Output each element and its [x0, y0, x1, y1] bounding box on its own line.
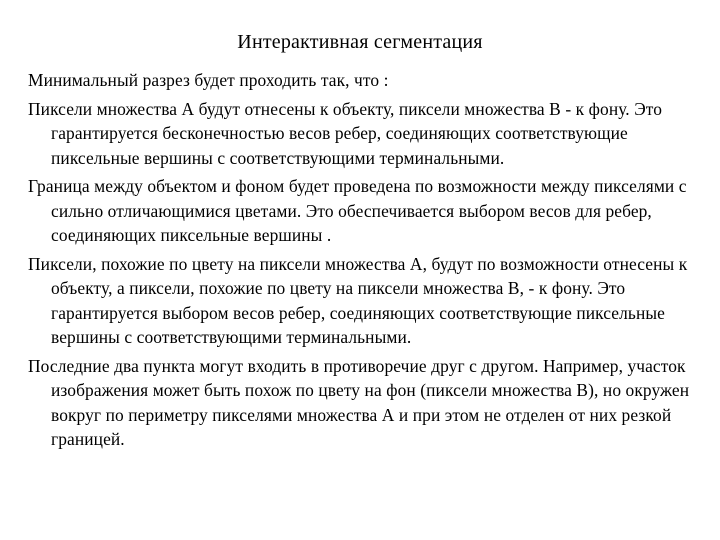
paragraph-contradiction: Последние два пункта могут входить в противоречие друг с другом. Например, участок изображения может быть похож по цвету на фон (пиксели множества В), но окружен вокруг по периметру пикселями множества А и при этом не отделен от них резкой границей.: [28, 355, 690, 449]
paragraph-color-similarity: Пиксели, похожие по цвету на пиксели множества А, будут по возможности отнесены к объекту, а пиксели, похожие по цвету на пиксели множества В, - к фону. Это гарантируется выбором весов ребер, соединяющих соответствующие пиксельные вершины с соответствующими терминальными.: [28, 253, 688, 347]
paragraph-boundary: Граница между объектом и фоном будет проведена по возможности между пикселями с сильно отличающимися цветами. Это обеспечивается выбором весов для ребер, соединяющих пиксельные вершины .: [28, 176, 687, 245]
paragraph-min-cut: Минимальный разрез будет проходить так, что :: [28, 70, 389, 90]
slide-body: [28, 68, 696, 456]
paragraph-set-assignment: Пиксели множества А будут отнесены к объекту, пиксели множества В - к фону. Это гарантируется бесконечностью весов ребер, соединяющих соответствующие пиксельные вершины с соответствующими терминальными.: [28, 98, 663, 168]
slide-title: Интерактивная сегментация: [237, 31, 483, 53]
